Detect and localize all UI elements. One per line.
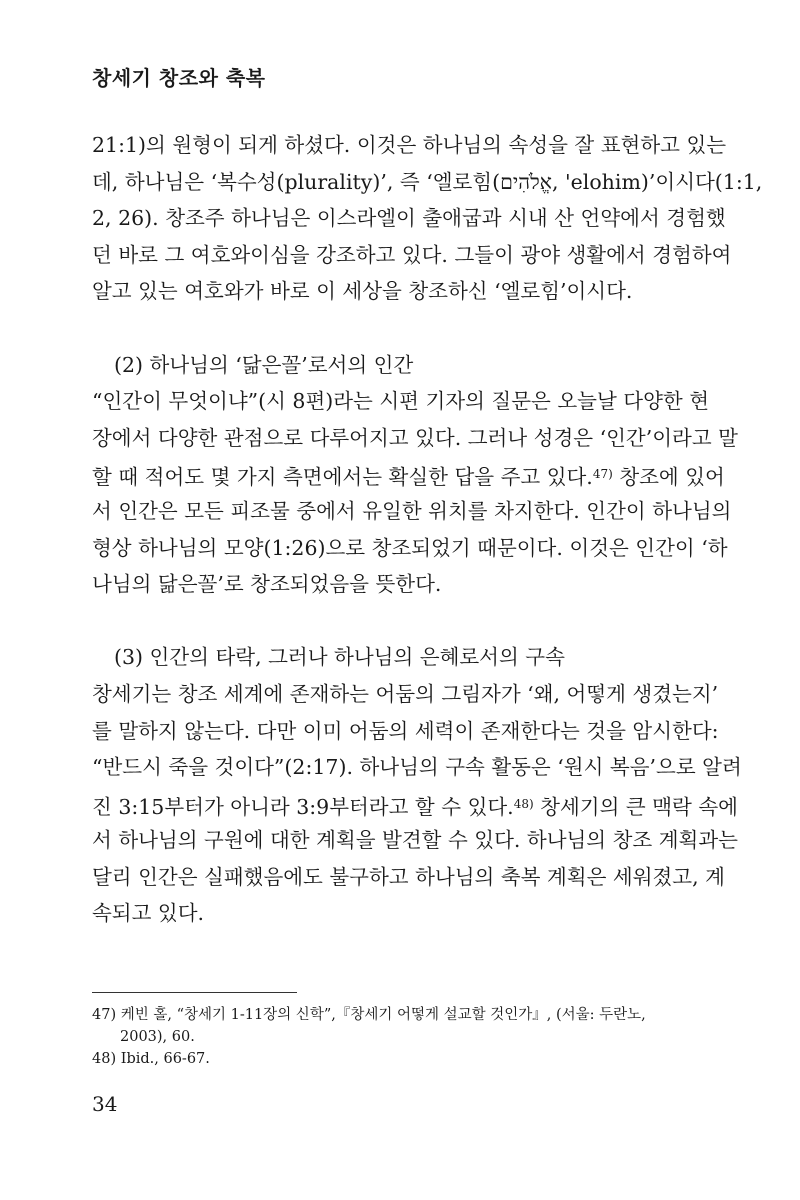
text-line: 2, 26). 창조주 하나님은 이스라엘이 출애굽과 시내 산 언약에서 경험했: [92, 206, 726, 231]
footnote-48: 48) Ibid., 66-67.: [92, 1051, 210, 1067]
footnote-47-continued: 2003), 60.: [120, 1029, 195, 1045]
text-line: 형상 하나님의 모양(1:26)으로 창조되었기 때문이다. 이것은 인간이 ‘하: [92, 535, 728, 560]
text-segment: 할 때 적어도 몇 가지 측면에서는 확실한 답을 주고 있다.: [92, 465, 593, 490]
text-line: 장에서 다양한 관점으로 다루어지고 있다. 그러나 성경은 ‘인간’이라고 말: [92, 425, 738, 450]
footnotes: [92, 1004, 704, 1070]
text-line: 서 하나님의 구원에 대한 계획을 발견할 수 있다. 하나님의 창조 계획과는: [92, 828, 738, 853]
text-line: 달리 인간은 실패했음에도 불구하고 하나님의 축복 계획은 세워졌고, 계: [92, 864, 725, 889]
footnote-47: 47) 케빈 홀, “창세기 1-11장의 신학”,『창세기 어떻게 설교할 것인가』, (서울: 두란노,: [92, 1007, 646, 1023]
text-line: 데, 하나님은 ‘복수성(plurality)’, 즉 ‘엘로힘(אֱלֹהִים, 'elohim)’이시다(1:1,: [92, 169, 763, 194]
section-heading: (2) 하나님의 ‘닮은꼴’로서의 인간: [114, 352, 414, 377]
text-segment: 창세기의 큰 맥락 속에: [533, 794, 738, 819]
text-line: [92, 456, 725, 493]
section-heading: (3) 인간의 타락, 그러나 하나님의 은혜로서의 구속: [114, 645, 565, 670]
text-line: [92, 786, 738, 823]
text-line: 던 바로 그 여호와이심을 강조하고 있다. 그들이 광야 생활에서 경험하여: [92, 242, 732, 267]
running-head: 창세기 창조와 축복: [92, 66, 266, 90]
text-segment: 창조에 있어: [612, 465, 725, 490]
text-line: 서 인간은 모든 피조물 중에서 유일한 위치를 차지한다. 인간이 하나님의: [92, 498, 732, 523]
text-line: 21:1)의 원형이 되게 하셨다. 이것은 하나님의 속성을 잘 표현하고 있는: [92, 133, 727, 157]
text-line: “반드시 죽을 것이다”(2:17). 하나님의 구속 활동은 ‘원시 복음’으로 알려: [92, 755, 742, 780]
body-text: [92, 127, 763, 932]
text-line: “인간이 무엇이냐”(시 8편)라는 시편 기자의 질문은 오늘날 다양한 현: [92, 389, 710, 414]
text-line: 알고 있는 여호와가 바로 이 세상을 창조하신 ‘엘로힘’이시다.: [92, 279, 633, 304]
footnote-divider: [92, 992, 297, 993]
text-line: 창세기는 창조 세계에 존재하는 어둠의 그림자가 ‘왜, 어떻게 생겼는지’: [92, 681, 719, 706]
text-line: 를 말하지 않는다. 다만 이미 어둠의 세력이 존재한다는 것을 암시한다:: [92, 718, 719, 743]
page-number: 34: [92, 1092, 118, 1116]
footnote-ref-48[interactable]: 48): [513, 796, 534, 811]
footnote-ref-47[interactable]: 47): [592, 467, 613, 482]
text-line: 속되고 있다.: [92, 901, 205, 926]
text-segment: 진 3:15부터가 아니라 3:9부터라고 할 수 있다.: [92, 794, 514, 819]
text-line: 나님의 닮은꼴’로 창조되었음을 뜻한다.: [92, 572, 442, 597]
